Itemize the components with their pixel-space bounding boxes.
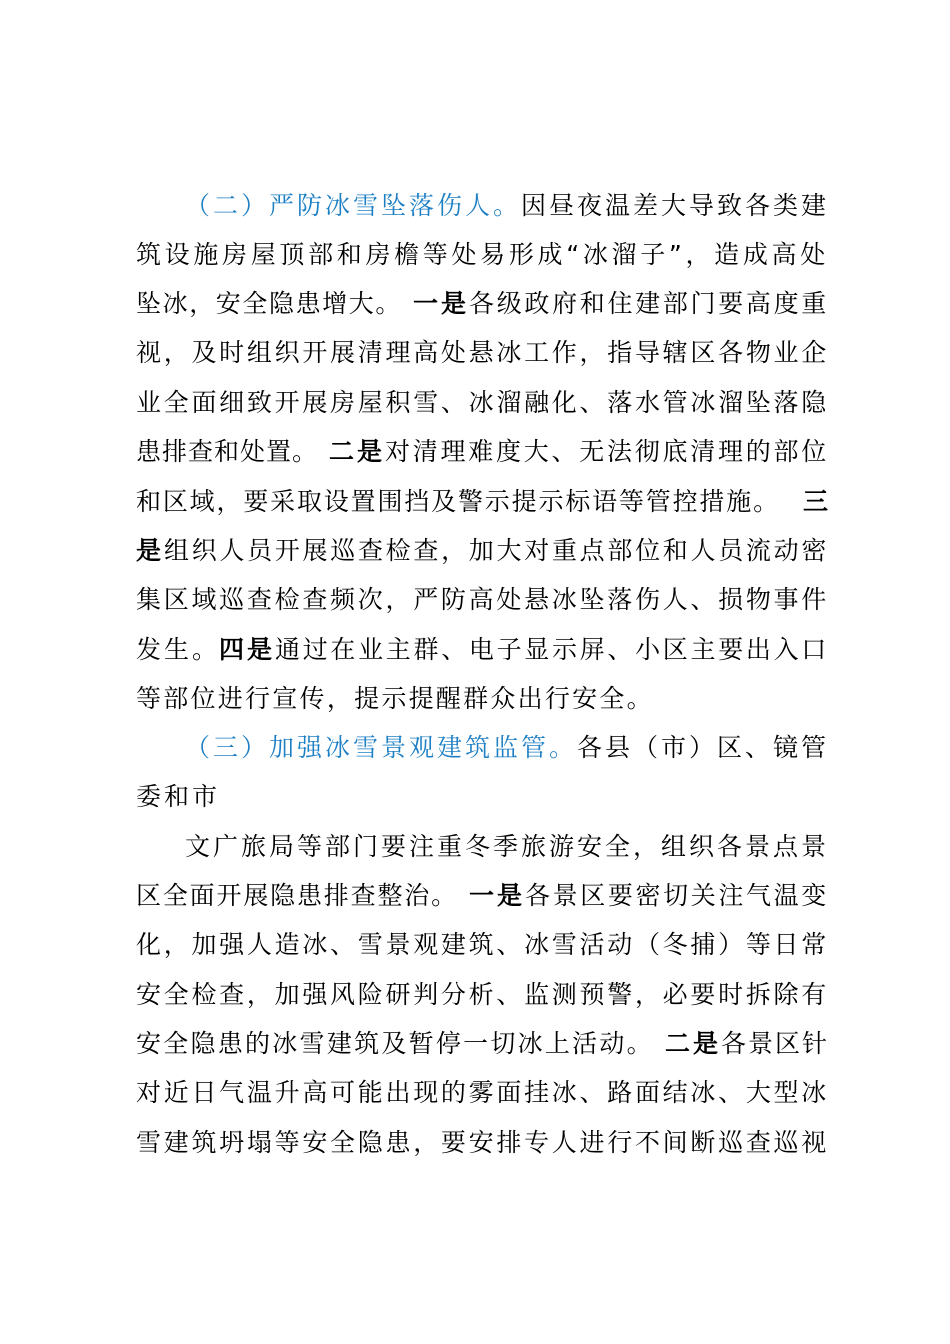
body-text: 筑设施房屋顶部和房檐等处易形成“冰溜子”，造成高处: [136, 240, 829, 269]
document-line: [0, 827, 950, 867]
body-text: 雪建筑坍塌等安全隐患，要安排专人进行不间断巡查巡视: [136, 1128, 830, 1157]
document-line: [0, 630, 950, 670]
keyword-third: 是: [136, 536, 162, 565]
body-text: 安全隐患的冰雪建筑及暂停一切冰上活动。: [136, 1029, 654, 1058]
keyword-first: 一是: [469, 881, 525, 910]
body-text: 业全面细致开展房屋积雪、冰溜融化、落水管冰溜坠落隐: [136, 388, 830, 417]
document-line: [0, 777, 950, 817]
body-text: 集区域巡查检查频次，严防高处悬冰坠落伤人、损物事件: [136, 585, 830, 614]
body-text: 视，及时组织开展清理高处悬冰工作，指导辖区各物业企: [136, 338, 830, 367]
document-line: [0, 1024, 950, 1064]
body-text: 患排查和处置。: [136, 437, 319, 466]
body-text: 通过在业主群、电子显示屏、小区主要出入口: [275, 635, 830, 664]
body-text: 因昼夜温差大导致各类建: [521, 191, 830, 220]
body-text: 各景区要密切关注气温变: [525, 881, 829, 910]
document-line: [0, 432, 950, 472]
body-text: 坠冰，安全隐患增大。: [136, 289, 403, 318]
keyword-second: 二是: [665, 1029, 721, 1058]
body-text: 各县（市）区、镜管: [577, 733, 830, 762]
body-text: 组织人员开展巡查检查，加大对重点部位和人员流动密: [164, 536, 830, 565]
body-text: 对近日气温升高可能出现的雾面挂冰、路面结冰、大型冰: [136, 1078, 830, 1107]
body-text: 文广旅局等部门要注重冬季旅游安全，组织各景点景: [185, 832, 830, 861]
keyword-first: 一是: [413, 289, 469, 318]
body-text: 委和市: [136, 782, 220, 811]
keyword-second: 二是: [329, 437, 385, 466]
body-text: 对清理难度大、无法彻底清理的部位: [385, 437, 830, 466]
document-line: [0, 482, 950, 522]
section-heading-3: （三）加强冰雪景观建筑监管。: [185, 733, 578, 762]
document-line: [0, 235, 950, 275]
document-line: [0, 1123, 950, 1163]
document-line: [0, 679, 950, 719]
body-text: 安全检查，加强风险研判分析、监测预警，必要时拆除有: [136, 980, 830, 1009]
document-line: [0, 284, 950, 324]
body-text: 各景区针: [721, 1029, 830, 1058]
document-line: [0, 975, 950, 1015]
document-line: [0, 333, 950, 373]
document-line: [0, 728, 950, 768]
document-line: [0, 531, 950, 571]
body-text: 等部位进行宣传，提示提醒群众出行安全。: [136, 684, 654, 713]
body-text: 各级政府和住建部门要高度重: [469, 289, 829, 318]
document-line: [0, 186, 950, 226]
document-line: [0, 876, 950, 916]
body-text: 化，加强人造冰、雪景观建筑、冰雪活动（冬捕）等日常: [136, 930, 830, 959]
keyword-third: 三: [803, 487, 829, 516]
document-line: [0, 383, 950, 423]
keyword-fourth: 四是: [219, 635, 275, 664]
body-text: 区全面开展隐患排查整治。: [136, 881, 458, 910]
document-line: [0, 580, 950, 620]
document-line: [0, 1073, 950, 1113]
body-text: 发生。: [136, 635, 220, 664]
body-text: 和区域，要采取设置围挡及警示提示标语等管控措施。: [136, 487, 780, 516]
document-line: [0, 925, 950, 965]
section-heading-2: （二）严防冰雪坠落伤人。: [185, 191, 522, 220]
